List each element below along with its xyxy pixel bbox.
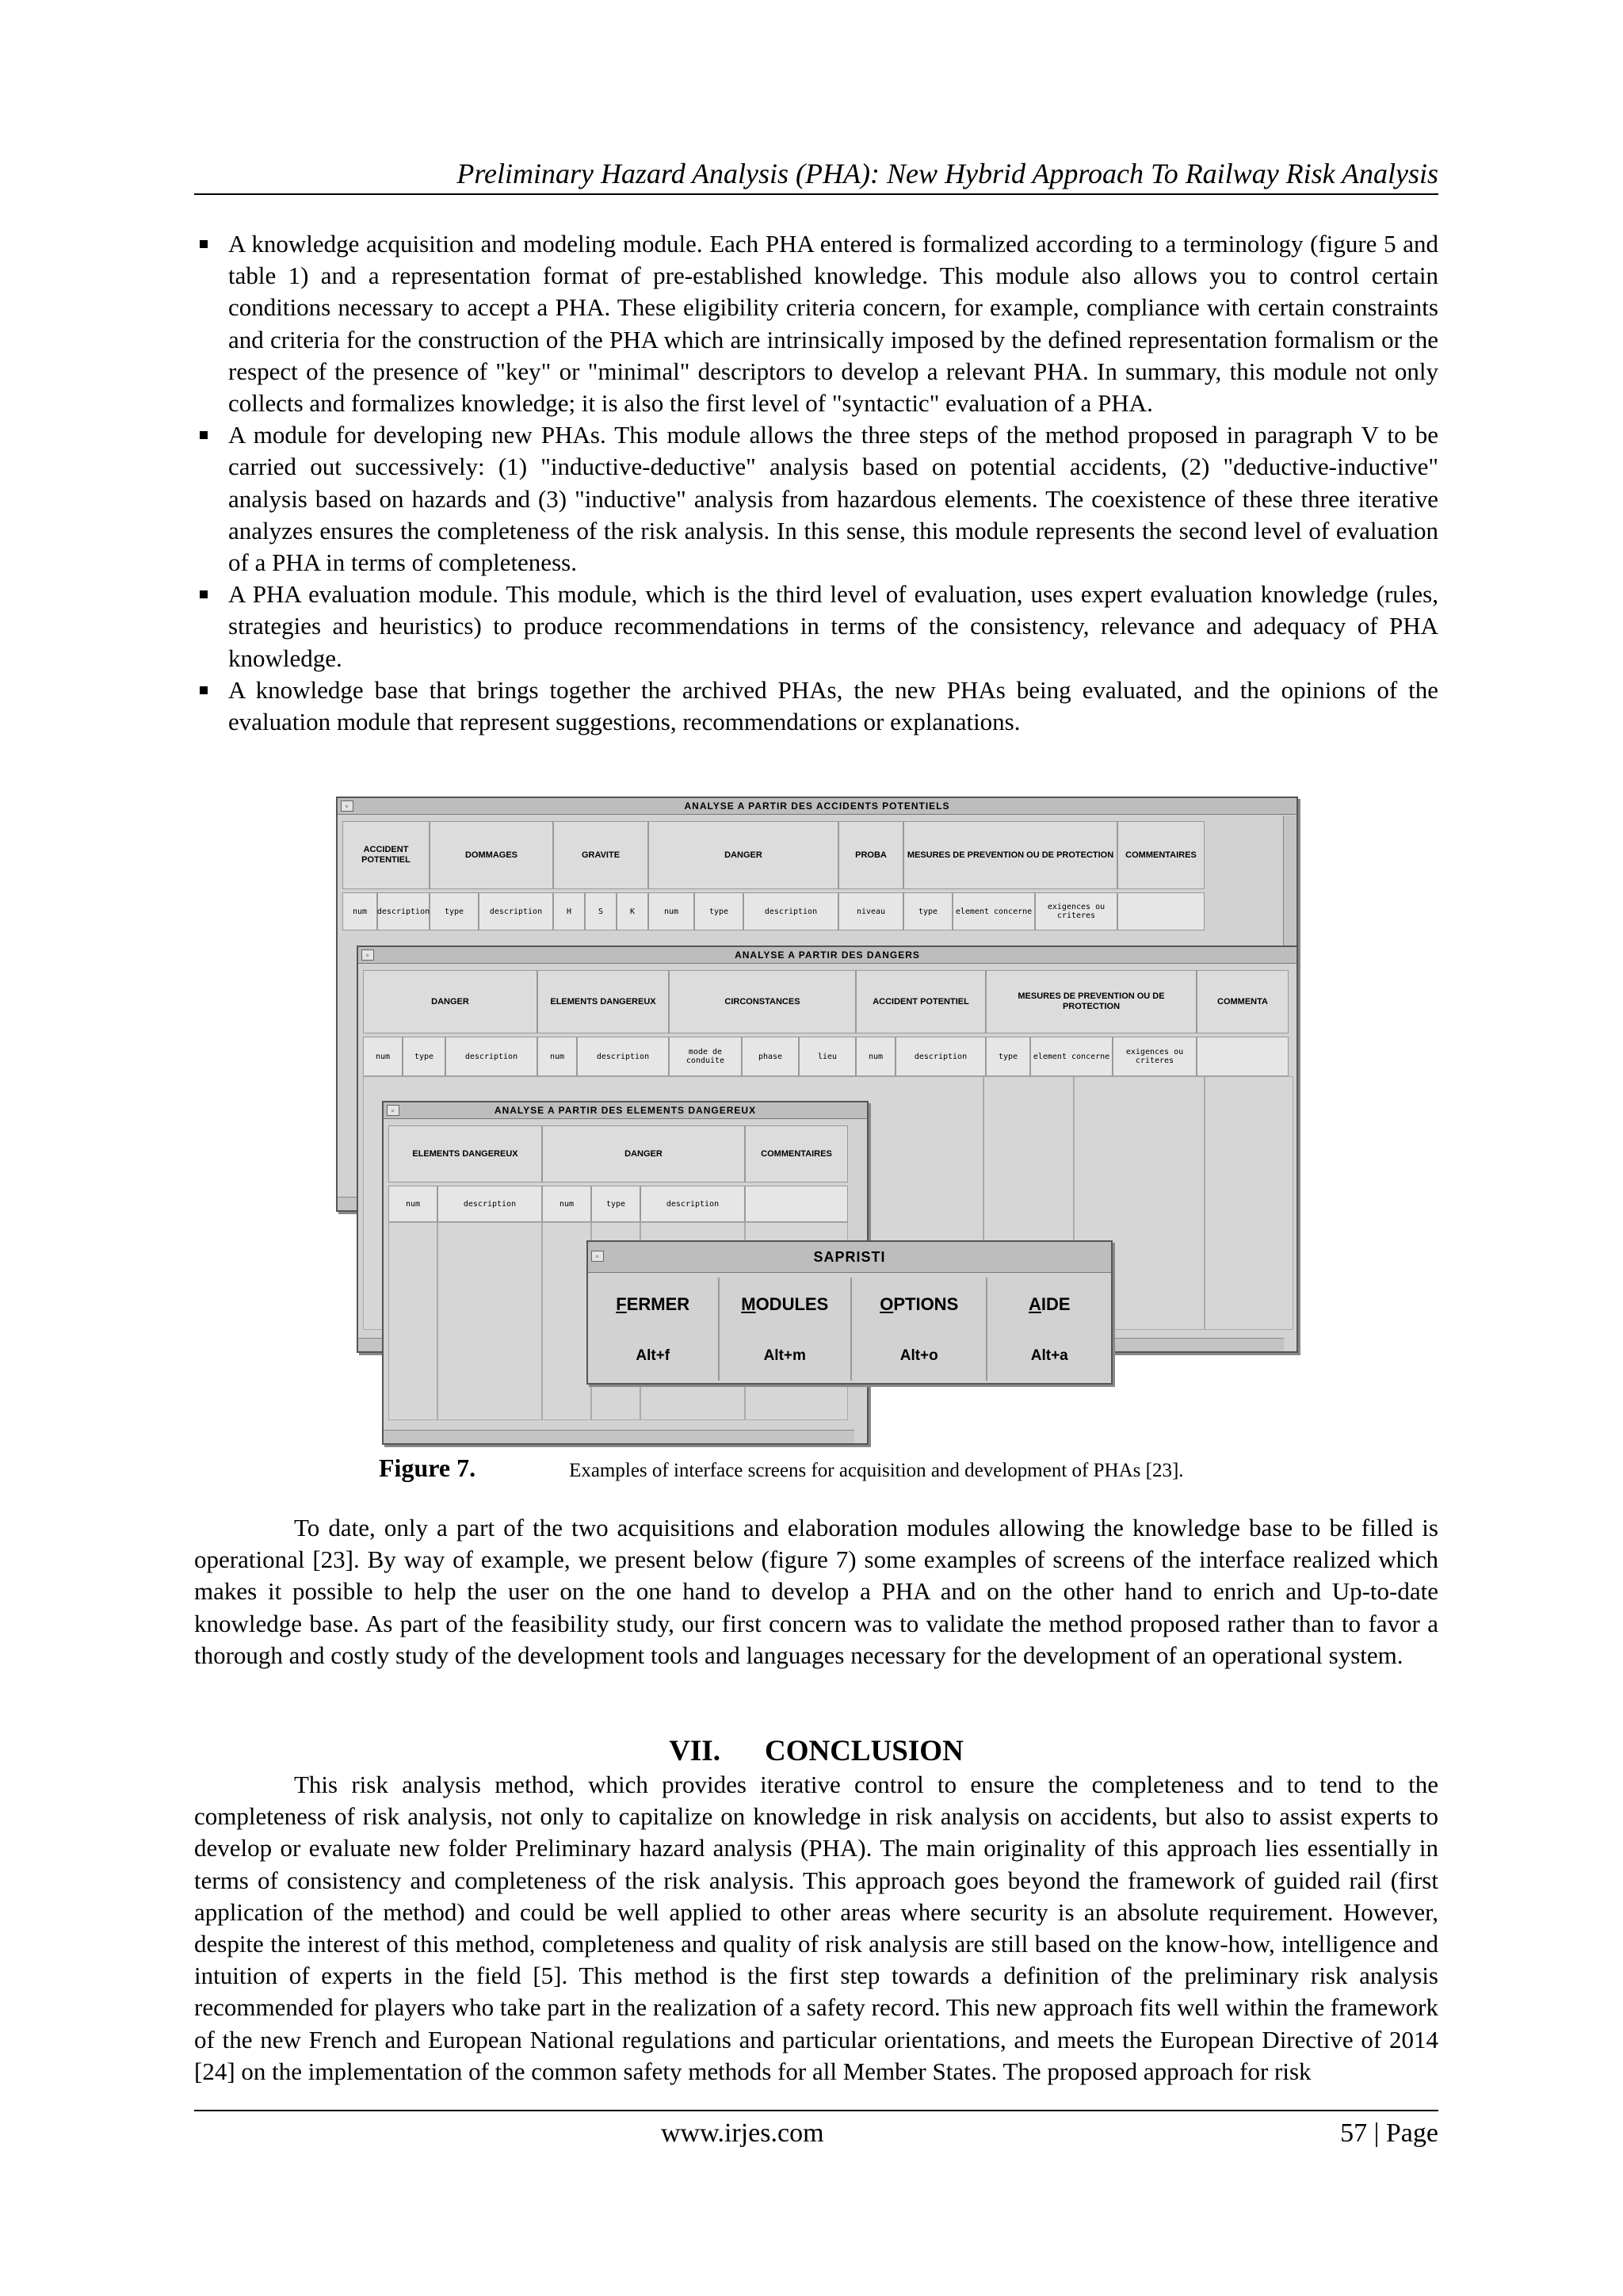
- shortcut-label: Alt+o: [899, 1347, 938, 1364]
- window-sapristi[interactable]: [586, 1240, 1113, 1385]
- fermer-button[interactable]: [588, 1278, 720, 1381]
- bullet-text: A PHA evaluation module. This module, which is the third level of evaluation, uses expert evaluation knowledge (rules, strategies and heuristics) to produce recommendations in terms of the consistency, relevance and adequacy of PHA knowledge.: [228, 580, 1438, 672]
- header-commentaires: COMMENTA: [1197, 970, 1289, 1033]
- subheader-cell: element concerne: [953, 892, 1035, 930]
- header-commentaires: COMMENTAIRES: [1117, 821, 1205, 889]
- modules-button[interactable]: [720, 1278, 853, 1381]
- footer-page-number: 57 | Page: [1340, 2118, 1438, 2148]
- window-menu-icon[interactable]: ▫: [387, 1105, 399, 1116]
- subheader-cell: description: [445, 1037, 537, 1076]
- header-accident-potentiel: ACCIDENT POTENTIEL: [342, 821, 430, 889]
- header-commentaires: COMMENTAIRES: [745, 1125, 848, 1182]
- table-body-column: [1205, 1076, 1293, 1330]
- subheader-cell: type: [430, 892, 479, 930]
- footer-rule: [194, 2110, 1438, 2111]
- header-danger: DANGER: [648, 821, 838, 889]
- table-body-column: [388, 1222, 437, 1420]
- subheader-cell: type: [903, 892, 953, 930]
- header-elements-dangereux: ELEMENTS DANGEREUX: [537, 970, 669, 1033]
- window-titlebar[interactable]: [588, 1242, 1111, 1273]
- shortcut-label: Alt+m: [763, 1347, 806, 1364]
- section-title: CONCLUSION: [764, 1735, 964, 1767]
- shortcut-label: Alt+f: [636, 1347, 670, 1364]
- subheader-cell: element concerne: [1030, 1037, 1113, 1076]
- figure-caption-text: Examples of interface screens for acquisition and development of PHAs [23].: [569, 1460, 1184, 1481]
- window-titlebar[interactable]: [358, 947, 1296, 964]
- header-elements-dangereux: ELEMENTS DANGEREUX: [388, 1125, 542, 1182]
- subheader-cell: num: [388, 1186, 437, 1222]
- subheader-cell: [745, 1186, 848, 1222]
- subheader-cell: description: [896, 1037, 986, 1076]
- bullet-item: [197, 579, 1438, 674]
- subheader-cell: description: [479, 892, 553, 930]
- bullet-list: [197, 228, 1438, 738]
- subheader-cell: [1117, 892, 1205, 930]
- table-body-column: [437, 1222, 542, 1420]
- window-title: ANALYSE A PARTIR DES ELEMENTS DANGEREUX: [494, 1105, 757, 1116]
- subheader-cell: lieu: [799, 1037, 856, 1076]
- subheader-cell: num: [648, 892, 694, 930]
- button-label: OPTIONS: [880, 1293, 959, 1314]
- bullet-text: A knowledge acquisition and modeling module. Each PHA entered is formalized according to a terminology (figure 5 and table 1) and a representation format of pre-established knowledge. This module also allows you to control certain conditions necessary to accept a PHA. These eligibility criteria concern, for example, compliance with certain constraints and criteria for the construction of the PHA which are intrinsically imposed by the defined representation formalism or the respect of the presence of "key" or "minimal" descriptors to develop a relevant PHA. In summary, this module not only collects and formalizes knowledge; it is also the first level of "syntactic" evaluation of a PHA.: [228, 230, 1438, 418]
- bullet-text: A module for developing new PHAs. This module allows the three steps of the method proposed in paragraph V to be carried out successively: (1) "inductive-deductive" analysis based on potential accidents, (2) "deductive-inductive" analysis based on hazards and (3) "inductive" analysis from hazardous elements. The coexistence of these three iterative analyzes ensures the completeness of the risk analysis. In this sense, this module represents the second level of evaluation of a PHA in terms of completeness.: [228, 421, 1438, 577]
- subheader-cell: phase: [742, 1037, 799, 1076]
- subheader-cell: num: [542, 1186, 591, 1222]
- subheader-cell: exigences ou criteres: [1113, 1037, 1197, 1076]
- button-label: MODULES: [741, 1293, 829, 1314]
- horizontal-scrollbar[interactable]: [384, 1430, 854, 1443]
- bullet-marker: [200, 686, 208, 694]
- bullet-marker: [200, 240, 208, 248]
- subheader-cell: description: [377, 892, 430, 930]
- subheader-cell: description: [743, 892, 838, 930]
- button-label: AIDE: [1028, 1293, 1071, 1314]
- button-label: FERMER: [616, 1293, 690, 1314]
- bullet-text: A knowledge base that brings together the archived PHAs, the new PHAs being evaluated, and the opinions of the evaluation module that represent suggestions, recommendations or explanations.: [228, 675, 1438, 736]
- header-gravite: GRAVITE: [553, 821, 648, 889]
- window-title: ANALYSE A PARTIR DES ACCIDENTS POTENTIELS: [684, 800, 950, 812]
- window-titlebar[interactable]: [338, 798, 1296, 815]
- bullet-item: [197, 419, 1438, 579]
- window-menu-icon[interactable]: ▫: [361, 949, 374, 961]
- subheader-cell: niveau: [838, 892, 903, 930]
- figure-label: Figure 7.: [379, 1454, 476, 1482]
- table-body-column: [542, 1222, 591, 1420]
- running-header: Preliminary Hazard Analysis (PHA): New Hybrid Approach To Railway Risk Analysis: [456, 158, 1438, 189]
- options-button[interactable]: [852, 1278, 987, 1381]
- subheader-cell: exigences ou criteres: [1035, 892, 1117, 930]
- subheader-cell: description: [640, 1186, 745, 1222]
- header-dommages: DOMMAGES: [430, 821, 553, 889]
- header-proba: PROBA: [838, 821, 903, 889]
- header-mesures: MESURES DE PREVENTION OU DE PROTECTION: [986, 970, 1197, 1033]
- subheader-cell: type: [591, 1186, 640, 1222]
- window-title: SAPRISTI: [813, 1249, 886, 1265]
- subheader-cell: num: [856, 1037, 896, 1076]
- footer-url: www.irjes.com: [661, 2118, 824, 2148]
- subheader-cell: description: [577, 1037, 669, 1076]
- header-mesures: MESURES DE PREVENTION OU DE PROTECTION: [903, 821, 1117, 889]
- paragraph-body: To date, only a part of the two acquisitions and elaboration modules allowing the knowledge base to be filled is operational [23]. By way of example, we present below (figure 7) some examples of screens of the interface realized which makes it possible to help the user on the one hand to develop a PHA and on the other hand to enrich and Up-to-date knowledge base. As part of the feasibility study, our first concern was to validate the method proposed rather than to favor a thorough and costly study of the development tools and languages necessary for the development of an operational system.: [194, 1514, 1438, 1669]
- subheader-cell: type: [403, 1037, 445, 1076]
- bullet-item: [197, 228, 1438, 419]
- window-menu-icon[interactable]: ▫: [591, 1251, 604, 1262]
- subheader-cell: [1197, 1037, 1289, 1076]
- section-number: VII.: [669, 1735, 720, 1767]
- window-title: ANALYSE A PARTIR DES DANGERS: [735, 949, 920, 961]
- subheader-cell: K: [617, 892, 648, 930]
- header-danger: DANGER: [542, 1125, 745, 1182]
- subheader-cell: H: [553, 892, 585, 930]
- header-accident-potentiel: ACCIDENT POTENTIEL: [856, 970, 986, 1033]
- figure-caption: [379, 1452, 1409, 1487]
- subheader-cell: num: [342, 892, 377, 930]
- subheader-cell: num: [363, 1037, 403, 1076]
- paragraph-conclusion: This risk analysis method, which provides iterative control to ensure the completeness and to tend to the completeness of risk analysis, not only to capitalize on knowledge in risk analysis on accidents, but also to assist experts to develop or evaluate new folder Preliminary hazard analysis (PHA). The main originality of this approach lies essentially in terms of consistency and completeness of the risk analysis. This approach goes beyond the framework of guided rail (first application of the method) and could be well applied to other areas where security is an absolute requirement. However, despite the interest of this method, completeness and quality of risk analysis are still based on the know-how, intelligence and intuition of experts in the field [5]. This method is the first step towards a definition of the preliminary risk analysis recommended for players who take part in the realization of a safety record. This new approach fits well within the framework of the new French and European National regulations and particular orientations, and meets the European Directive of 2014 [24] on the implementation of the common safety methods for all Member States. The proposed approach for risk: [194, 1771, 1438, 2085]
- subheader-cell: type: [694, 892, 743, 930]
- window-titlebar[interactable]: [384, 1102, 867, 1119]
- header-rule: [194, 193, 1438, 195]
- header-danger: DANGER: [363, 970, 537, 1033]
- subheader-cell: description: [437, 1186, 542, 1222]
- subheader-cell: S: [585, 892, 617, 930]
- bullet-marker: [200, 431, 208, 439]
- window-menu-icon[interactable]: ▫: [341, 800, 353, 812]
- shortcut-label: Alt+a: [1030, 1347, 1068, 1364]
- bullet-marker: [200, 590, 208, 598]
- section-heading: [194, 1734, 1438, 1769]
- figure-7: [333, 797, 1308, 1446]
- header-circonstances: CIRCONSTANCES: [669, 970, 856, 1033]
- subheader-cell: type: [986, 1037, 1030, 1076]
- bullet-item: [197, 674, 1438, 738]
- subheader-cell: mode de conduite: [669, 1037, 742, 1076]
- subheader-cell: num: [537, 1037, 577, 1076]
- aide-button[interactable]: [987, 1278, 1111, 1381]
